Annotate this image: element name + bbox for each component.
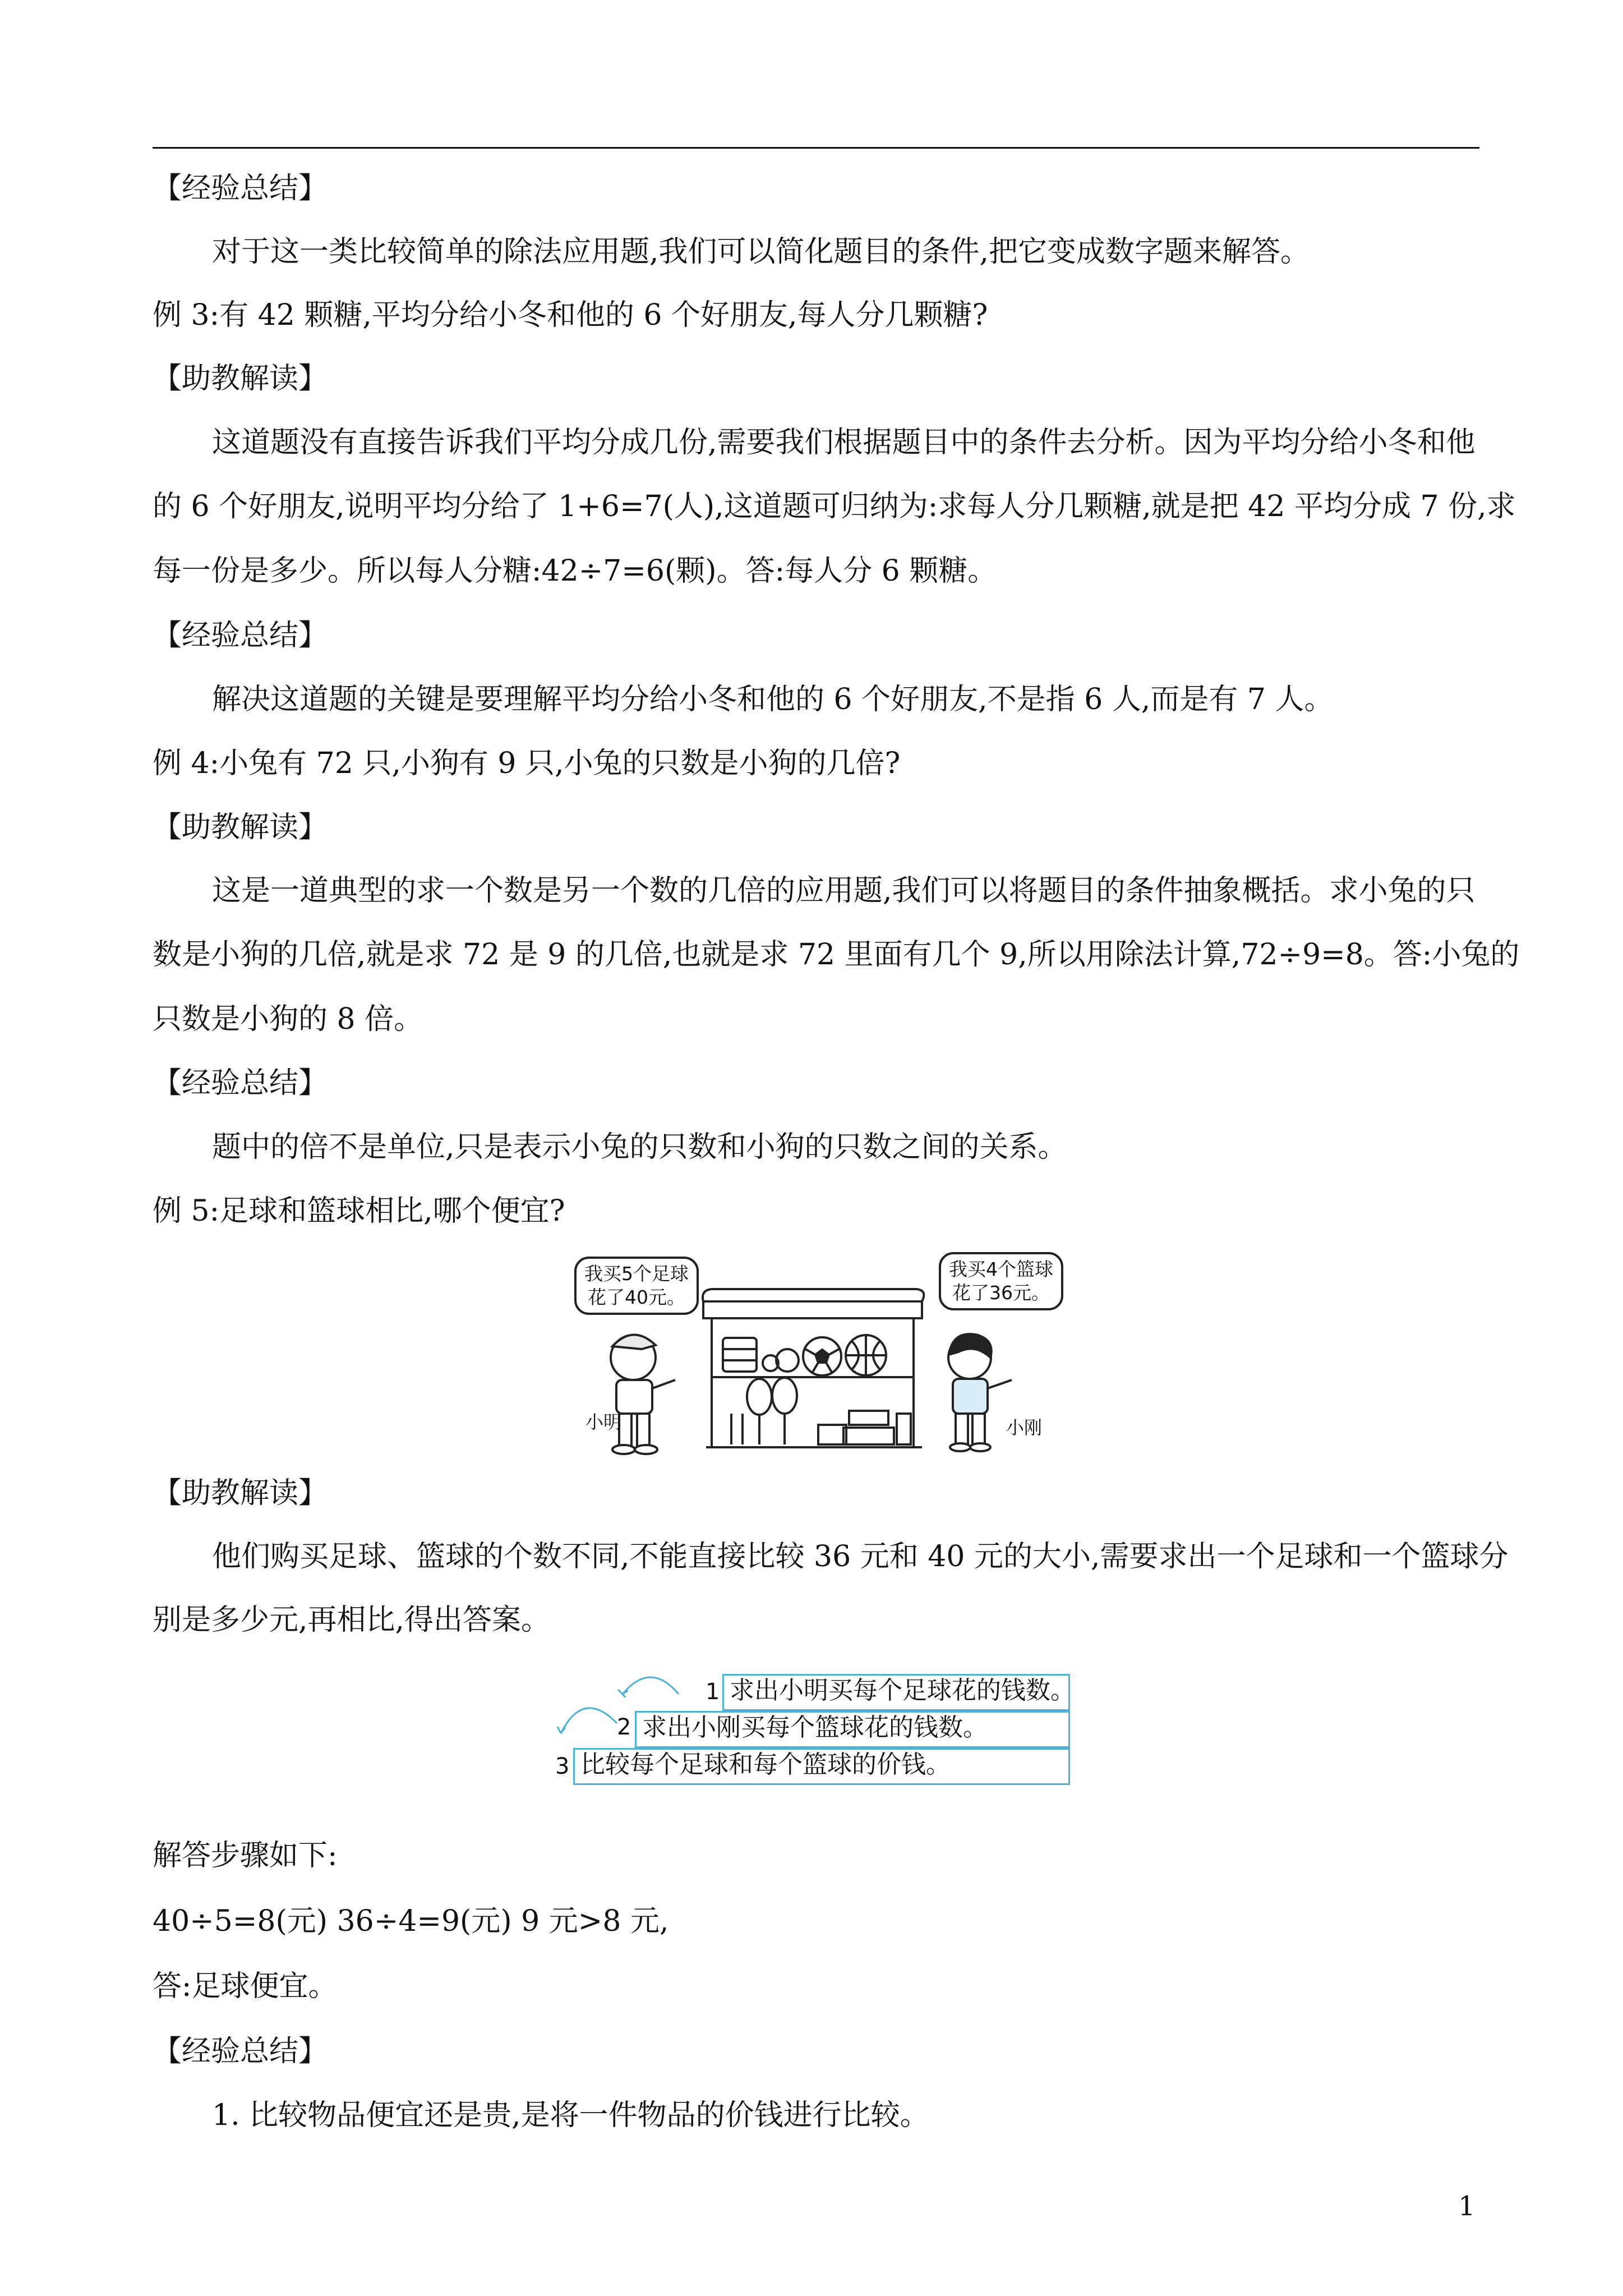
paragraph-line: 题中的倍不是单位,只是表示小兔的只数和小狗的只数之间的关系。 <box>212 1130 1067 1164</box>
section-heading: 【助教解读】 <box>153 362 328 395</box>
example-question: 例 3:有 42 颗糖,平均分给小冬和他的 6 个好朋友,每人分几颗糖? <box>153 298 988 332</box>
paragraph-line: 别是多少元,再相比,得出答案。 <box>153 1603 551 1637</box>
calculation-line: 40÷5=8(元) 36÷4=9(元) 9 元>8 元, <box>153 1904 669 1938</box>
example-question: 例 5:足球和篮球相比,哪个便宜? <box>153 1194 565 1228</box>
step-number: 2 <box>617 1714 631 1740</box>
paragraph-line: 这道题没有直接告诉我们平均分成几份,需要我们根据题目中的条件去分析。因为平均分给小冬和他 <box>212 426 1476 459</box>
shop-illustration <box>563 1245 1075 1456</box>
steps-diagram <box>538 1660 1094 1806</box>
paragraph-line: 对于这一类比较简单的除法应用题,我们可以简化题目的条件,把它变成数字题来解答。 <box>212 235 1310 269</box>
paragraph-line: 这是一道典型的求一个数是另一个数的几倍的应用题,我们可以将题目的条件抽象概括。求小兔的只 <box>212 874 1476 908</box>
speech-bubble-xiaogang <box>939 1252 1063 1310</box>
section-heading: 【经验总结】 <box>153 1066 328 1100</box>
bubble-line: 我买4个篮球 <box>949 1258 1053 1280</box>
speech-bubble-xiaoming <box>574 1257 699 1315</box>
paragraph-line: 解决这道题的关键是要理解平均分给小冬和他的 6 个好朋友,不是指 6 人,而是有 7 人。 <box>212 683 1334 716</box>
example-question: 例 4:小兔有 72 只,小狗有 9 只,小兔的只数是小狗的几倍? <box>153 747 901 780</box>
section-heading: 【助教解读】 <box>153 811 328 844</box>
step-number: 3 <box>555 1754 570 1779</box>
section-heading: 【助教解读】 <box>153 1476 328 1510</box>
section-heading: 【经验总结】 <box>153 619 328 652</box>
step-box: 求出小明买每个足球花的钱数。 <box>722 1674 1070 1711</box>
paragraph-line: 的 6 个好朋友,说明平均分给了 1+6=7(人),这道题可归纳为:求每人分几颗糖,就是把 42 平均分成 7 份,求 <box>153 490 1516 523</box>
step-number: 1 <box>706 1679 720 1705</box>
paragraph-line: 每一份是多少。所以每人分糖:42÷7=6(颗)。答:每人分 6 颗糖。 <box>153 554 997 588</box>
step-box: 求出小刚买每个篮球花的钱数。 <box>635 1711 1070 1748</box>
bubble-line: 我买5个足球 <box>584 1263 689 1285</box>
section-heading: 【经验总结】 <box>153 172 328 205</box>
answer-line: 答:足球便宜。 <box>153 1970 338 2003</box>
label-xiaoming: 小明 <box>585 1411 622 1433</box>
paragraph-line: 只数是小狗的 8 倍。 <box>153 1002 423 1036</box>
paragraph-line: 他们购买足球、篮球的个数不同,不能直接比较 36 元和 40 元的大小,需要求出一个足球和一个篮球分 <box>212 1540 1509 1573</box>
bubble-line: 花了36元。 <box>952 1282 1050 1304</box>
paragraph-line: 1. 比较物品便宜还是贵,是将一件物品的价钱进行比较。 <box>212 2099 929 2132</box>
page-number: 1 <box>1458 2191 1476 2222</box>
paragraph-line: 数是小狗的几倍,就是求 72 是 9 的几倍,也就是求 72 里面有几个 9,所以用除法计算,72÷9=8。答:小兔的 <box>153 938 1520 972</box>
paragraph-line: 解答步骤如下: <box>153 1839 338 1872</box>
bubble-line: 花了40元。 <box>588 1286 685 1308</box>
label-xiaogang: 小刚 <box>1006 1417 1043 1438</box>
section-heading: 【经验总结】 <box>153 2035 328 2068</box>
step-box: 比较每个足球和每个篮球的价钱。 <box>573 1748 1070 1785</box>
header-rule <box>153 147 1479 149</box>
